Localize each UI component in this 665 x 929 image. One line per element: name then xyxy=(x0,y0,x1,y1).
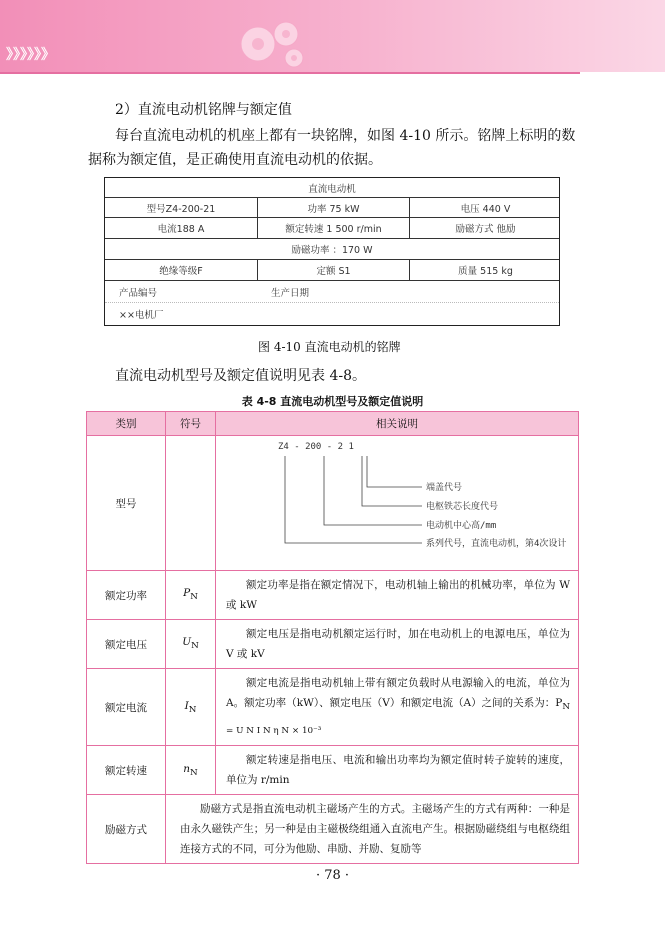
description-cell: 励磁方式是指直流电动机主磁场产生的方式。主磁场产生的方式有两种：一种是由永久磁铁产生；另一种是由主磁极绕组通入直流电产生。根据励磁绕组与电枢绕组连接方式的不同，可分为他励、串励、并励、复励等 xyxy=(166,795,579,864)
page-number: · 78 · xyxy=(315,868,350,883)
page-header-banner xyxy=(0,0,665,72)
nameplate-voltage: 电压 440 V xyxy=(409,198,561,217)
nameplate-title: 直流电动机 xyxy=(308,183,356,195)
category-cell: 型号 xyxy=(87,436,166,571)
category-cell: 额定电压 xyxy=(87,620,166,669)
table-header-row xyxy=(87,412,579,436)
table-row xyxy=(87,746,579,795)
header-category: 类别 xyxy=(87,412,166,436)
table-row xyxy=(87,620,579,669)
nameplate-figure xyxy=(104,177,560,326)
header-rule xyxy=(0,72,580,74)
figure-caption: 图 4-10 直流电动机的铭牌 xyxy=(258,340,401,354)
nameplate-excitation-power: 励磁功率 ：170 W xyxy=(291,245,373,256)
annotation-end-cover: 端盖代号 xyxy=(426,483,463,493)
paragraph-line: 每台直流电动机的机座上都有一块铭牌，如图 4-10 所示。铭牌上标明的数 xyxy=(115,128,576,144)
intro-text: 直流电动机型号及额定值说明见表 4-8。 xyxy=(115,368,366,384)
model-code-diagram xyxy=(216,436,578,570)
nameplate-serial: 产品编号 xyxy=(119,287,158,299)
nameplate-insulation: 绝缘等级F xyxy=(159,266,203,277)
table-row xyxy=(87,436,579,571)
description-cell: 额定电流是指电动机轴上带有额定负载时从电源输入的电流，单位为 A。额定功率（kW）、额定电压（V）和额定电流（A）之间的关系为：$P_{N = U N I N \eta N \times 10^{-3}}$ xyxy=(216,669,579,746)
symbol-cell: $I_N$ xyxy=(166,669,216,746)
annotation-core-length: 电枢铁芯长度代号 xyxy=(426,502,499,512)
header-description: 相关说明 xyxy=(216,412,579,436)
category-cell: 励磁方式 xyxy=(87,795,166,864)
table-row xyxy=(87,669,579,746)
nameplate-excitation: 励磁方式 他励 xyxy=(409,218,561,238)
chevron-decoration-icon: 》》》》》》 xyxy=(6,47,55,63)
nameplate-current: 电流188 A xyxy=(157,224,205,235)
nameplate-manufacturer: ××电机厂 xyxy=(119,310,164,321)
header-symbol: 符号 xyxy=(166,412,216,436)
description-cell: 额定功率是指在额定情况下，电动机轴上输出的机械功率，单位为 W 或 kW xyxy=(216,571,579,620)
annotation-center-height: 电动机中心高/mm xyxy=(426,521,497,531)
symbol-cell: $n_N$ xyxy=(166,746,216,795)
category-cell: 额定功率 xyxy=(87,571,166,620)
table-row xyxy=(87,571,579,620)
description-cell: 额定转速是指电压、电流和输出功率均为额定值时转子旋转的速度，单位为 r/min xyxy=(216,746,579,795)
symbol-cell: $P_N$ xyxy=(166,571,216,620)
nameplate-date: 生产日期 xyxy=(271,287,310,299)
symbol-cell: $U_N$ xyxy=(166,620,216,669)
nameplate-speed: 额定转速 1 500 r/min xyxy=(257,218,409,238)
table-row xyxy=(87,795,579,864)
paragraph-line: 据称为额定值，是正确使用直流电动机的依据。 xyxy=(88,152,382,168)
section-heading: 2）直流电动机铭牌与额定值 xyxy=(115,102,292,118)
nameplate-power: 功率 75 kW xyxy=(257,198,409,217)
category-cell: 额定转速 xyxy=(87,746,166,795)
description-cell: 额定电压是指电动机额定运行时，加在电动机上的电源电压，单位为 V 或 kV xyxy=(216,620,579,669)
category-cell: 额定电流 xyxy=(87,669,166,746)
nameplate-model: 型号Z4-200-21 xyxy=(146,203,216,215)
model-code: Z4 - 200 - 2 1 xyxy=(278,442,354,452)
nameplate-duty: 定额 S1 xyxy=(257,260,409,280)
table-caption: 表 4-8 直流电动机型号及额定值说明 xyxy=(241,395,424,408)
annotation-series: 系列代号，直流电动机，第4次设计 xyxy=(426,539,567,549)
gear-decoration-icon xyxy=(228,14,318,70)
diagram-leader-lines xyxy=(216,436,628,570)
spec-table xyxy=(86,411,579,864)
nameplate-mass: 质量 515 kg xyxy=(409,260,561,280)
